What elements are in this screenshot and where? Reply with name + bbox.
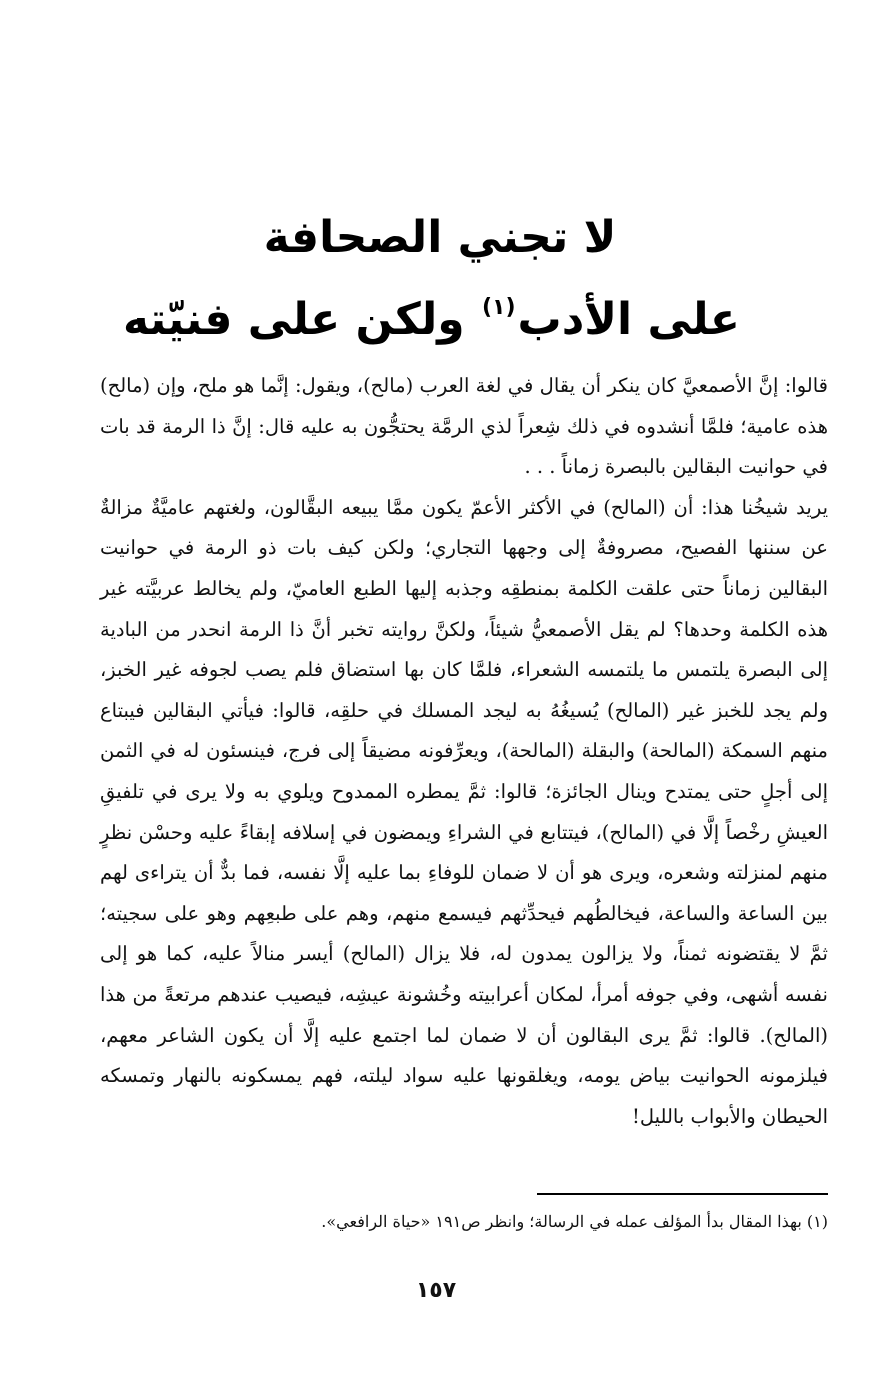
article-title [123,203,740,355]
paragraph-2: يريد شيخُنا هذا: أن (المالح) في الأكثر الأعمّ يكون ممَّا يبيعه البقَّالون، ولغتهم عاميَّةٌ مزالةٌ عن سننها الفصيح، مصروفةٌ إلى وجهها التجاري؛ ولكن كيف بات ذو الرمة في حوانيت البقالين زماناً حتى علقت الكلمة بمنطقِه وجذبه إليها الطبع العاميّ، ولم يخالط عربيَّته غير هذه الكلمة وحدها؟ لم يقل الأصمعيُّ شيئاً، ولكنَّ روايته تخبر أنَّ ذا الرمة انحدر من البادية إلى البصرة يلتمس ما يلتمسه الشعراء، فلمَّا كان بها استضاق فلم يصب لجوفه غير الخبز، ولم يجد للخبز غير (المالح) يُسيغُهُ به ليجد المسلك في حلقِه، قالوا: فيأتي البقالين فيبتاع منهم السمكة (المالحة) والبقلة (المالحة)، ويعرِّفونه مضيقاً إلى فرج، فينسئون له في الثمن إلى أجلٍ حتى يمتدح وينال الجائزة؛ قالوا: ثمَّ يمطره الممدوح ويلوي به ولا يرى في تلفيقِ العيشِ رخْصاً إلَّا في (المالح)، فيتتابع في الشراءِ ويمضون في إسلافه إبقاءً عليه وحسْن نظرٍ منهم لمنزلته وشعره، ويرى هو أن لا ضمان للوفاءِ بما عليه إلَّا نفسه، فما بدٌّ أن يتراءى لهم بين الساعة والساعة، فيخالطُهم فيحدِّثهم فيسمع منهم، وهم على طبعِهم وهو على سجيته؛ ثمَّ لا يقتضونه ثمناً، ولا يزالون يمدون له، فلا يزال (المالح) أيسر منالاً عليه، كما هو إلى نفسه أشهى، وفي جوفه أمرأ، لمكان أعرابيته وخُشونة عيشِه، فيصيب عندهم مرتعةً من هذا (المالح). قالوا: ثمَّ يرى البقالون أن لا ضمان لما اجتمع عليه إلَّا أن يكون الشاعر معهم، فيلزمونه الحوانيت بياض يومه، ويغلقونها عليه سواد ليلته، فهم يمسكونه بالنهار وتمسكه الحيطان والأبواب بالليل! [100,495,828,1128]
article-body [100,366,828,1137]
footnote-divider [537,1193,828,1195]
paragraph-1: قالوا: إنَّ الأصمعيَّ كان ينكر أن يقال في لغة العرب (مالح)، ويقول: إنَّما هو ملح، وإن (مالح) هذه عامية؛ فلمَّا أنشدوه في ذلك شِعراً لذي الرمَّة يحتجُّون به عليه قال: إنَّ ذا الرمة قد بات في حوانيت البقالين بالبصرة زماناً . . . [100,374,828,479]
footnote: (١) بهذا المقال بدأ المؤلف عمله في الرسالة؛ وانظر ص١٩١ «حياة الرافعي». [321,1212,828,1231]
title-line-1: لا تجني الصحافة [263,212,617,263]
title-line-2 [123,273,740,355]
title-footnote-marker: (١) [481,295,516,320]
title-line-2-start: على الأدب [517,294,740,345]
page-number: ١٥٧ [415,1278,457,1303]
title-line-2-end: ولكن على فنيّته [123,294,465,345]
